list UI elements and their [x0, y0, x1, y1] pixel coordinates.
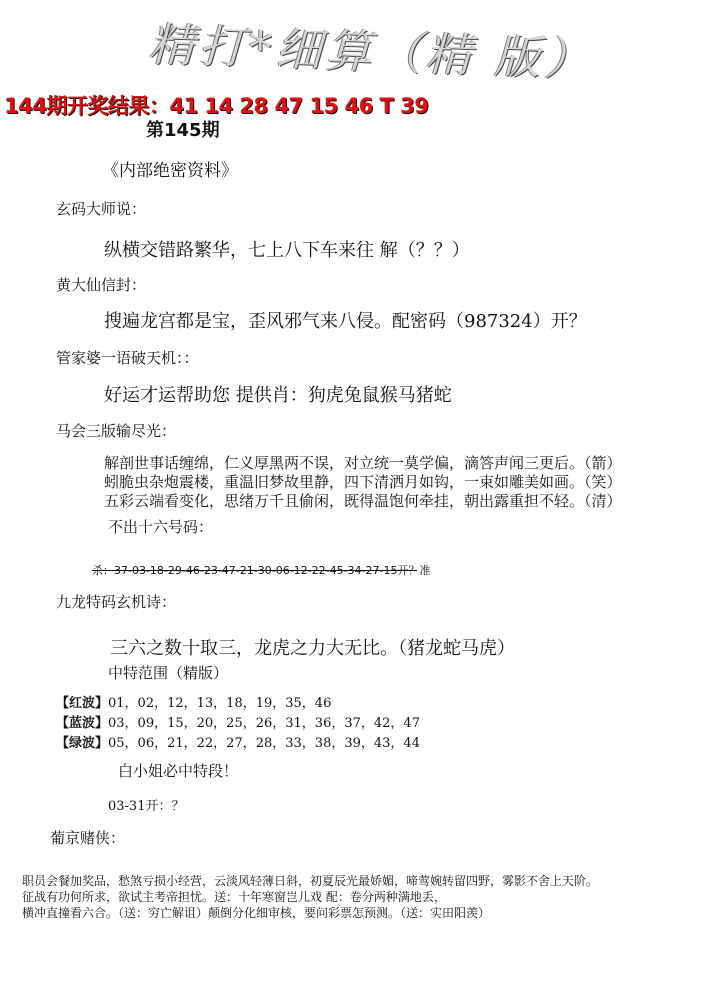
nine-text: 三六之数十取三，龙虎之力大无比。（猪龙蛇马虎） [110, 638, 515, 659]
lottery-result: 144期开奖结果：41 14 28 47 15 46 T 39 [4, 94, 429, 118]
kill-line [92, 562, 431, 578]
footer-line: 征战有功何所求，欲试主考帝担忧。送：十年寒窗岂儿戏 配：卷分两种满地丢， [22, 890, 446, 904]
strike-line [92, 570, 417, 571]
horse-line: 五彩云端看变化，思绪万千且偷闲，既得温饱何牵挂，朝出露重担不轻。（清） [104, 492, 622, 510]
horse-line: 蚓脆虫杂炮震楼，重温旧梦故里静，四下清洒月如钩，一束如雕美如画。（笑） [104, 473, 622, 491]
nine-label: 九龙特码玄机诗： [56, 593, 177, 611]
date-text: 03-31开：？ [108, 799, 185, 814]
wave-row-green [56, 732, 420, 751]
huang-label: 黄大仙信封： [56, 276, 147, 294]
wave-nums: 01，02，12，13，18，19，35，46 [108, 696, 332, 711]
wave-row-blue [56, 712, 420, 731]
wave-tag: 【蓝波】 [56, 716, 109, 731]
wave-nums: 05，06，21，22，27，28，33，38，39，43，44 [108, 736, 420, 751]
master-text: 纵横交错路繁华，七上八下车来往 解（？？） [104, 240, 470, 261]
banner-title: 精打*细算（精 版） [147, 16, 596, 87]
master-label: 玄码大师说： [56, 200, 147, 218]
no16-label: 不出十六号码： [108, 518, 214, 536]
macau-label: 葡京赌侠： [50, 829, 126, 847]
white-text: 白小姐必中特段！ [118, 762, 239, 780]
huang-text: 搜遍龙宫都是宝，歪风邪气来八侵。配密码（987324）开？ [104, 311, 587, 332]
wave-tag: 【红波】 [56, 696, 109, 711]
horse-line: 解剖世事话缠绵，仁义厚黑两不误，对立统一莫学偏，滴答声闻三更后。（箭） [104, 454, 622, 472]
kill-line-text: 杀：37-03-18-29-46-23-47-21-30-06-12-22-45-34-27-15开？准 [92, 564, 431, 577]
footer-line: 职员会餐加奖品，愁煞亏损小经营，云淡风轻薄日斜，初夏辰光最娇媚，啼莺婉转留四野，雾影不舍上天阶。 [22, 874, 599, 888]
horse-label: 马会三版输尽光： [56, 422, 177, 440]
wave-nums: 03，09，15，20，25，26，31，36，37，42，47 [108, 716, 420, 731]
doc-title: 《内部绝密资料》 [102, 161, 238, 181]
butler-label: 管家婆一语破天机：： [56, 349, 199, 367]
wave-row-red [56, 692, 331, 711]
footer-line: 横冲直撞看六合。（送：穷亡解诅）颠倒分化细审核，要问彩票怎预测。（送：实田阳羡） [22, 906, 491, 920]
butler-text: 好运才运帮助您 提供肖：狗虎兔鼠猴马猪蛇 [104, 385, 452, 406]
wave-tag: 【绿波】 [56, 736, 109, 751]
issue-number: 第145期 [146, 120, 220, 141]
range-label: 中特范围（精版） [108, 664, 229, 682]
